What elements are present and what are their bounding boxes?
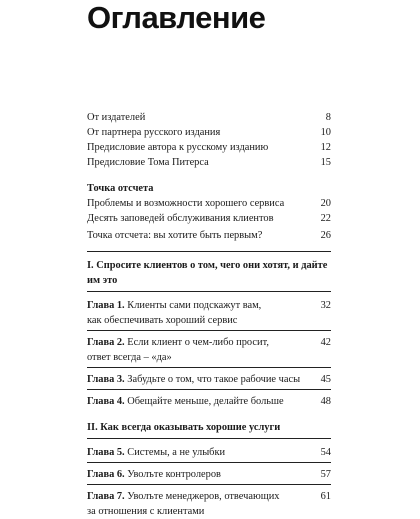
chapter-number: Глава 6.	[87, 469, 125, 480]
toc-entry-page: 8	[325, 112, 331, 123]
toc-entry-title: От партнера русского издания	[87, 127, 221, 138]
toc-entry-page: 12	[320, 142, 331, 153]
toc-entry-page: 45	[320, 374, 331, 385]
chapter-number: Глава 7.	[87, 491, 125, 502]
toc-entry-title: Точка отсчета: вы хотите быть первым?	[87, 230, 263, 241]
chapter-title-line2: как обеспечивать хороший сервис	[87, 315, 238, 326]
toc-entry-title: Проблемы и возможности хорошего сервиса	[87, 198, 285, 209]
toc-entry[interactable]	[87, 140, 331, 155]
entry-divider	[87, 462, 331, 463]
toc-entry-title: Предисловие Тома Питерса	[87, 157, 209, 168]
entry-divider	[87, 367, 331, 368]
toc-entry-page: 20	[320, 198, 331, 209]
toc-entry-page: 42	[320, 337, 331, 348]
toc-chapter[interactable]	[87, 298, 331, 328]
toc-entry-title: От издателей	[87, 112, 146, 123]
toc-entry-page: 32	[320, 300, 331, 311]
toc-chapter[interactable]	[87, 467, 331, 482]
toc-entry-title: Предисловие автора к русскому изданию	[87, 142, 269, 153]
entry-divider	[87, 389, 331, 390]
entry-divider	[87, 330, 331, 331]
toc-entry[interactable]	[87, 228, 331, 243]
chapter-number: Глава 4.	[87, 396, 125, 407]
toc-chapter[interactable]	[87, 372, 331, 387]
chapter-title: Уволъте контролеров	[127, 469, 221, 480]
chapter-title-line2: за отношения с клиентами	[87, 506, 205, 517]
chapter-title: Забудьте о том, что такое рабочие часы	[127, 374, 301, 385]
section-heading-start: Точка отсчета	[87, 183, 154, 194]
toc-entry[interactable]	[87, 211, 331, 226]
toc-entry[interactable]	[87, 110, 331, 125]
toc-chapter[interactable]	[87, 489, 331, 519]
toc-chapter[interactable]	[87, 335, 331, 365]
toc-chapter[interactable]	[87, 394, 331, 409]
toc-entry-page: 22	[320, 213, 331, 224]
toc-entry-title: Десять заповедей обслуживания клиентов	[87, 213, 274, 224]
chapter-number: Глава 1.	[87, 300, 125, 311]
table-of-contents	[87, 110, 331, 519]
page-title: Оглавление	[87, 0, 266, 35]
toc-entry-page: 54	[320, 447, 331, 458]
chapter-title-line2: ответ всегда – «да»	[87, 352, 172, 363]
toc-entry-page: 61	[320, 491, 331, 502]
toc-entry-page: 10	[320, 127, 331, 138]
toc-chapter[interactable]	[87, 445, 331, 460]
toc-entry[interactable]	[87, 125, 331, 140]
chapter-number: Глава 2.	[87, 337, 125, 348]
part-heading-1: I. Спросите клиентов о том, чего они хотят, и дайте им это	[87, 260, 328, 286]
toc-entry-page: 57	[320, 469, 331, 480]
chapter-title-line1: Если клиент о чем-либо просит,	[127, 337, 269, 348]
chapter-title-line1: Клиенты сами подскажут вам,	[127, 300, 262, 311]
chapter-number: Глава 3.	[87, 374, 125, 385]
toc-entry[interactable]	[87, 155, 331, 170]
chapter-title-line1: Уволъте менеджеров, отвечающих	[127, 491, 280, 502]
toc-entry-page: 26	[320, 230, 331, 241]
part-heading-2: II. Как всегда оказывать хорошие услуги	[87, 422, 281, 433]
chapter-title: Обещайте меньше, делайте больше	[127, 396, 284, 407]
toc-entry[interactable]	[87, 196, 331, 211]
toc-entry-page: 48	[320, 396, 331, 407]
chapter-title: Системы, а не улыбки	[127, 447, 226, 458]
chapter-number: Глава 5.	[87, 447, 125, 458]
entry-divider	[87, 484, 331, 485]
toc-entry-page: 15	[320, 157, 331, 168]
